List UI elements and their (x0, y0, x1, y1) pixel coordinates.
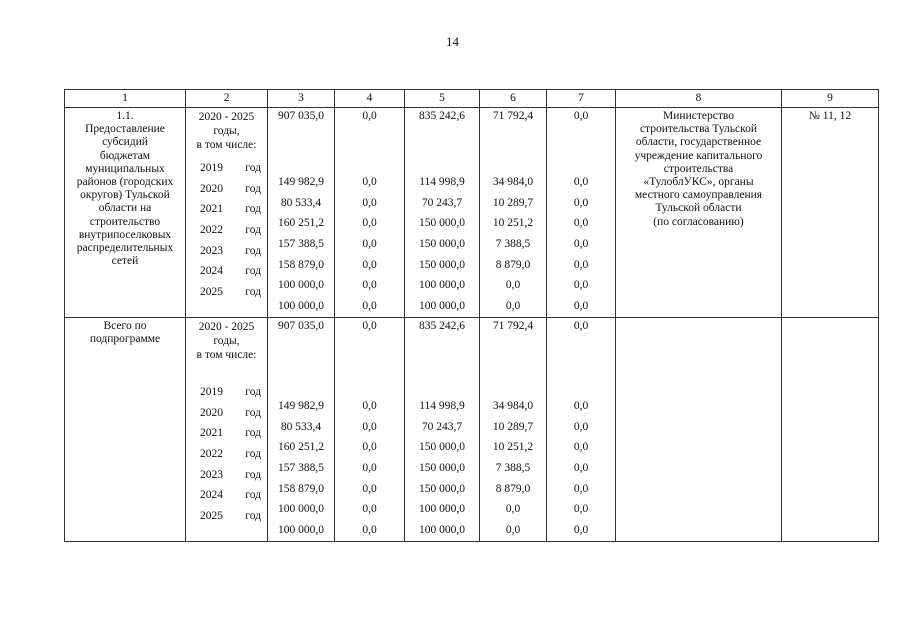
executor (616, 108, 781, 229)
year-value: 8 879,0 (495, 482, 531, 495)
year-value: 100 000,0 (419, 279, 465, 292)
year-value: 0,0 (362, 176, 377, 188)
year-value: 150 000,0 (419, 258, 465, 271)
period-line: в том числе: (196, 139, 257, 151)
year-value: 10 289,7 (492, 196, 534, 209)
program-name-line: Предоставление (85, 123, 165, 136)
year-row (186, 199, 267, 220)
year-value: 0,0 (362, 238, 377, 251)
year-value: 34 984,0 (492, 176, 534, 188)
program-name-line: сетей (111, 255, 139, 268)
year-value: 0,0 (573, 196, 589, 209)
year-value: 114 998,9 (419, 399, 465, 412)
year-value: 0,0 (573, 482, 589, 495)
year-value: 10 251,2 (492, 441, 534, 454)
period-line: годы, (213, 125, 240, 137)
year-label: 2025 (200, 509, 223, 522)
executor-line: местного самоуправления (634, 189, 763, 202)
program-name-line: области на (98, 202, 152, 215)
subsidy-table (64, 89, 879, 542)
year-label: 2020 (200, 182, 223, 195)
year-value: 34 984,0 (492, 399, 534, 412)
year-row (186, 444, 267, 465)
year-label: 2020 (200, 406, 223, 419)
total-value: 71 792,4 (492, 319, 534, 332)
page-number: 14 (446, 34, 459, 49)
year-row (186, 403, 267, 424)
year-value: 100 000,0 (278, 300, 324, 313)
period-line: годы, (213, 334, 240, 347)
col-header: 1 (65, 90, 186, 108)
indicator (782, 318, 878, 320)
year-value: 80 533,4 (280, 196, 322, 209)
year-value: 7 388,5 (495, 238, 531, 251)
period-line: в том числе: (196, 348, 257, 361)
year-label: 2023 (200, 244, 223, 257)
year-value: 100 000,0 (419, 300, 465, 313)
year-value: 150 000,0 (419, 482, 465, 495)
executor-line: учреждение капитального (634, 149, 763, 162)
value-cell (268, 108, 335, 318)
year-unit: год (245, 286, 261, 299)
executor-line: Министерство (663, 110, 734, 122)
year-value: 0,0 (362, 420, 377, 433)
total-value: 907 035,0 (278, 110, 324, 122)
year-value: 0,0 (573, 523, 589, 536)
year-label: 2024 (200, 489, 223, 502)
period-line: 2020 - 2025 (198, 320, 255, 333)
year-value: 0,0 (573, 503, 589, 516)
year-row (186, 465, 267, 486)
value-cell (405, 317, 480, 541)
executor-line: строительства Тульской (639, 123, 758, 136)
year-unit: год (245, 406, 261, 419)
year-value: 10 251,2 (492, 217, 534, 230)
program-name-line: Всего по (103, 319, 147, 332)
col-header: 6 (480, 90, 547, 108)
program-name-line: муниципальных (85, 162, 165, 175)
year-label: 2024 (200, 265, 223, 278)
program-name (65, 108, 185, 268)
year-row (186, 282, 267, 303)
year-value: 70 243,7 (421, 420, 463, 433)
total-value: 71 792,4 (492, 110, 534, 122)
program-name-line: бюджетам (99, 149, 151, 162)
year-row (186, 261, 267, 282)
program-name-line: внутрипоселковых (78, 228, 172, 241)
year-value: 0,0 (573, 217, 589, 230)
section-row (65, 317, 879, 541)
year-value: 0,0 (362, 258, 377, 271)
year-value: 0,0 (573, 441, 589, 454)
value-cell (547, 108, 616, 318)
year-value: 0,0 (362, 482, 377, 495)
period-header (186, 318, 267, 362)
year-value: 80 533,4 (280, 420, 322, 433)
period-header (186, 108, 267, 152)
total-value: 907 035,0 (278, 319, 324, 332)
year-value: 114 998,9 (419, 176, 465, 188)
year-row (186, 485, 267, 506)
program-name-line: подпрограмме (89, 333, 161, 346)
col-header: 7 (547, 90, 616, 108)
year-value: 0,0 (505, 523, 521, 536)
executor (616, 318, 781, 320)
year-value: 158 879,0 (278, 258, 324, 271)
program-name-line: 1.1. (116, 110, 134, 122)
year-value: 150 000,0 (419, 441, 465, 454)
total-value: 835 242,6 (419, 319, 465, 332)
year-value: 157 388,5 (278, 238, 324, 251)
year-value: 0,0 (573, 258, 589, 271)
year-value: 0,0 (362, 523, 377, 536)
year-unit: год (245, 265, 261, 278)
program-name-line: субсидий (102, 136, 148, 149)
value-cell (335, 317, 405, 541)
executor-cell (616, 108, 782, 318)
year-value: 0,0 (362, 399, 377, 412)
year-value: 160 251,2 (278, 217, 324, 230)
year-row (186, 506, 267, 527)
year-value: 10 289,7 (492, 420, 534, 433)
header-row (65, 90, 879, 108)
year-value: 150 000,0 (419, 217, 465, 230)
total-value: 0,0 (362, 319, 377, 332)
col-header: 5 (405, 90, 480, 108)
year-value: 0,0 (573, 399, 589, 412)
year-label: 2022 (200, 447, 223, 460)
year-value: 149 982,9 (278, 176, 324, 188)
year-value: 150 000,0 (419, 461, 465, 474)
year-row (186, 158, 267, 179)
year-row (186, 382, 267, 403)
year-unit: год (245, 427, 261, 440)
year-value: 0,0 (573, 420, 589, 433)
program-name-line: округов) Тульской (80, 189, 170, 202)
year-value: 149 982,9 (278, 399, 324, 412)
year-row (186, 241, 267, 262)
year-unit: год (245, 447, 261, 460)
col-header: 4 (335, 90, 405, 108)
total-value: 0,0 (573, 319, 589, 332)
year-value: 0,0 (362, 300, 377, 313)
year-row (186, 423, 267, 444)
year-label: 2025 (200, 286, 223, 299)
executor-line: строительства (663, 162, 734, 175)
year-value: 0,0 (573, 279, 589, 292)
value-cell (268, 317, 335, 541)
value-cell (335, 108, 405, 318)
year-value: 0,0 (505, 300, 521, 313)
indicator: № 11, 12 (808, 110, 852, 122)
year-unit: год (245, 224, 261, 237)
year-value: 100 000,0 (419, 523, 465, 536)
year-unit: год (245, 244, 261, 257)
year-value: 100 000,0 (419, 503, 465, 516)
year-value: 70 243,7 (421, 196, 463, 209)
year-row (186, 220, 267, 241)
year-label: 2023 (200, 468, 223, 481)
total-value: 0,0 (573, 110, 589, 122)
value-cell (480, 317, 547, 541)
year-value: 8 879,0 (495, 258, 531, 271)
total-value: 0,0 (362, 110, 377, 122)
year-value: 0,0 (505, 279, 521, 292)
year-value: 0,0 (505, 503, 521, 516)
program-name-line: распределительных (76, 242, 174, 255)
year-unit: год (245, 489, 261, 502)
year-value: 0,0 (362, 461, 377, 474)
col-header: 8 (616, 90, 782, 108)
executor-cell (616, 317, 782, 541)
indicator-cell (782, 108, 879, 318)
year-value: 157 388,5 (278, 461, 324, 474)
year-value: 0,0 (573, 176, 589, 188)
year-value: 158 879,0 (278, 482, 324, 495)
year-value: 0,0 (362, 441, 377, 454)
col-header: 3 (268, 90, 335, 108)
col-header: 2 (186, 90, 268, 108)
year-value: 0,0 (362, 217, 377, 230)
year-label: 2021 (200, 427, 223, 440)
period-cell (186, 317, 268, 541)
value-cell (547, 317, 616, 541)
total-value: 835 242,6 (419, 110, 465, 122)
year-value: 0,0 (573, 300, 589, 313)
year-unit: год (245, 182, 261, 195)
year-value: 100 000,0 (278, 279, 324, 292)
year-value: 0,0 (573, 238, 589, 251)
section-row (65, 108, 879, 318)
year-label: 2021 (200, 203, 223, 216)
year-label: 2022 (200, 224, 223, 237)
executor-line: области, государственное (635, 136, 762, 149)
program-name-line: строительство (89, 215, 161, 228)
year-value: 100 000,0 (278, 503, 324, 516)
executor-line: (по согласованию) (653, 215, 744, 228)
year-value: 0,0 (573, 461, 589, 474)
year-row (186, 179, 267, 200)
program-name-line: районов (городских (76, 176, 174, 189)
year-value: 7 388,5 (495, 461, 531, 474)
value-cell (480, 108, 547, 318)
year-label: 2019 (200, 385, 223, 398)
year-value: 100 000,0 (278, 523, 324, 536)
year-value: 160 251,2 (278, 441, 324, 454)
period-cell (186, 108, 268, 318)
year-unit: год (245, 203, 261, 216)
year-value: 0,0 (362, 503, 377, 516)
year-unit: год (245, 509, 261, 522)
program-name-cell (65, 108, 186, 318)
period-line: 2020 - 2025 (198, 111, 255, 123)
year-value: 150 000,0 (419, 238, 465, 251)
year-unit: год (245, 162, 261, 174)
value-cell (405, 108, 480, 318)
year-label: 2019 (200, 162, 223, 174)
year-unit: год (245, 385, 261, 398)
program-name (65, 318, 185, 346)
col-header: 9 (782, 90, 879, 108)
year-unit: год (245, 468, 261, 481)
executor-line: «ТулоблУКС», органы (643, 176, 754, 189)
executor-line: Тульской области (655, 202, 742, 215)
year-value: 0,0 (362, 279, 377, 292)
year-value: 0,0 (362, 196, 377, 209)
program-name-cell (65, 317, 186, 541)
indicator-cell (782, 317, 879, 541)
